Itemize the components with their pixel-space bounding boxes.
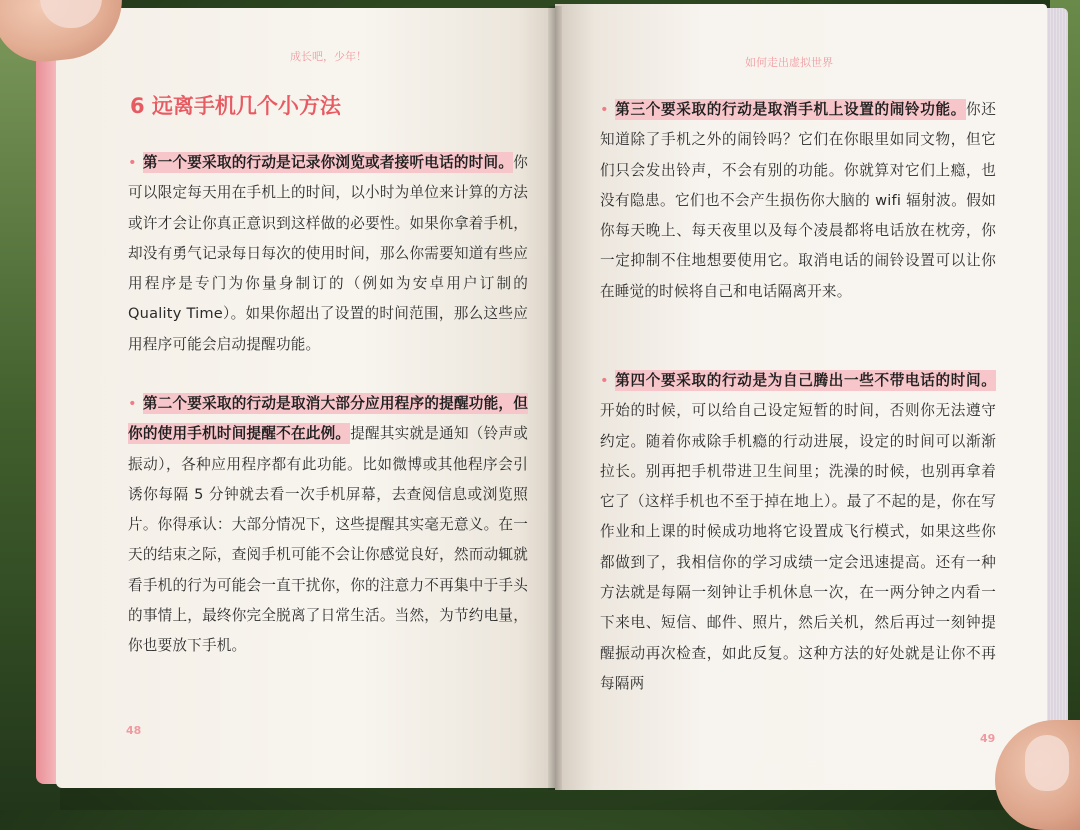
highlighted-sentence: 第一个要采取的行动是记录你浏览或者接听电话的时间。 (142, 154, 514, 171)
paragraph-text: 提醒其实就是通知（铃声或振动），各种应用程序都有此功能。比如微博或其他程序会引诱你每隔 5 分钟就去看一次手机屏幕，去查阅信息或浏览照片。你得承认：大部分情况下，这些提醒其实毫无意义。在一天的结束之际，查阅手机可能不会让你感觉良好，然而动辄就看手机的行为可能会一直干扰你，你的注意力不再集中于手头的事情上，最终你完全脱离了日常生活。当然，为节约电量，你也要放下手机。 (128, 425, 528, 655)
right-thumbnail (1025, 735, 1069, 791)
paragraph-text: 你可以限定每天用在手机上的时间，以小时为单位来计算的方法或许才会让你真正意识到这样做的必要性。如果你拿着手机，却没有勇气记录每日每次的使用时间，那么你需要知道有些应用程序是专门为你量身制订的（例如为安卓用户订制的 Quality Time）。如果你超出了设置的时间范围，那么这些应用程序可能会启动提醒功能。 (128, 154, 528, 353)
paragraph-text: 你还知道除了手机之外的闹铃吗？它们在你眼里如同文物，但它们只会发出铃声，不会有别的功能。你就算对它们上瘾，也没有隐患。它们也不会产生损伤你大脑的 wifi 辐射波。假如你每天晚上、每天夜里以及每个凌晨都将电话放在枕旁，你一定抑制不住地想要使用它。取消电话的闹铃设置可以让你在睡觉的时候将自己和电话隔离开来。 (600, 101, 996, 300)
bullet-dot-icon: • (128, 395, 137, 412)
highlighted-sentence: 第四个要采取的行动是为自己腾出一些不带电话的时间。 (614, 372, 996, 389)
bullet-dot-icon: • (600, 101, 609, 118)
left-paragraph-2 (128, 389, 528, 662)
right-paragraph-1 (600, 95, 996, 307)
left-running-head: 成长吧，少年！ (290, 50, 367, 63)
right-paragraph-2 (600, 366, 996, 699)
highlighted-sentence: 第二个要采取的行动是取消大部分应用程序的提醒功能，但你的使用手机时间提醒不在此例。 (128, 395, 528, 443)
book-spine (548, 6, 562, 790)
bullet-dot-icon: • (128, 154, 137, 171)
chapter-title: 6 远离手机几个小方法 (130, 94, 341, 118)
right-running-head: 如何走出虚拟世界 (745, 56, 833, 69)
right-page-number: 49 (980, 732, 996, 745)
highlighted-sentence: 第三个要采取的行动是取消手机上设置的闹铃功能。 (614, 101, 966, 118)
paragraph-text: 开始的时候，可以给自己设定短暂的时间，否则你无法遵守约定。随着你戒除手机瘾的行动进展，设定的时间可以渐渐拉长。别再把手机带进卫生间里；洗澡的时候，也别再拿着它了（这样手机也不至于掉在地上）。最了不起的是，你在写作业和上课的时候成功地将它设置成飞行模式，如果这些你都做到了，我相信你的学习成绩一定会迅速提高。还有一种方法就是每隔一刻钟让手机休息一次，在一两分钟之内看一下来电、短信、邮件、照片，然后关机，然后再过一刻钟提醒振动再次检查，如此反复。这种方法的好处就是让你不再每隔两 (600, 402, 996, 692)
bullet-dot-icon: • (600, 372, 609, 389)
left-page-number: 48 (126, 724, 142, 737)
left-paragraph-1 (128, 148, 528, 360)
